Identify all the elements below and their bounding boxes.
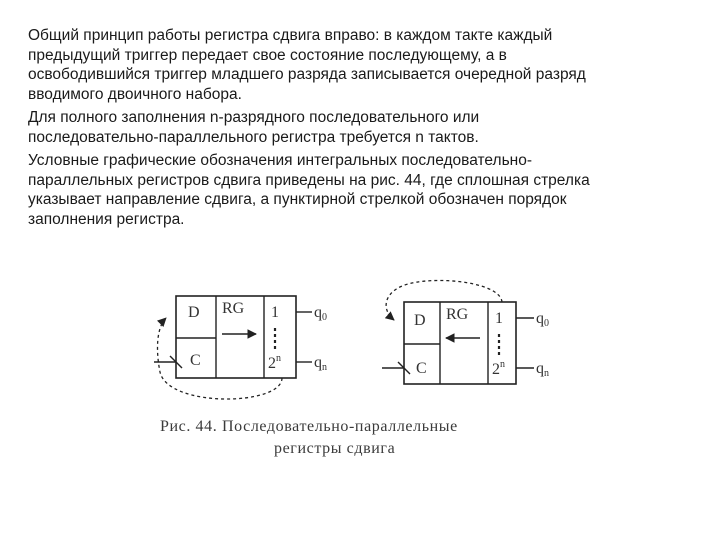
figure-caption	[160, 416, 580, 460]
text-line: параллельных регистров сдвига приведены на рис. 44, где сплошная стрелка	[28, 171, 590, 189]
left-register	[154, 296, 327, 399]
body-text	[28, 26, 688, 233]
text-line: Для полного заполнения n-разрядного последовательного или	[28, 109, 480, 126]
paragraph-3	[28, 151, 688, 229]
text-line: заполнения регистра.	[28, 210, 185, 228]
input-c-label: C	[190, 352, 201, 369]
caption-line-2: регистры сдвига	[274, 440, 396, 457]
text-line: освободившийся триггер младшего разряда записывается очередной разряд	[28, 66, 586, 83]
register-diagram	[140, 276, 580, 426]
output-last-label: 2$^n$	[492, 359, 505, 378]
output-first-label: 1	[271, 304, 279, 321]
register-type-label: RG	[222, 300, 245, 317]
q-first-label: q0	[314, 304, 327, 323]
input-c-label: C	[416, 360, 427, 377]
text-line: вводимого двоичного набора.	[28, 85, 242, 103]
text-line: предыдущий триггер передает свое состояние последующему, а в	[28, 46, 507, 64]
input-d-label: D	[414, 312, 426, 329]
text-line: указывает направление сдвига, а пунктирной стрелкой обозначен порядок	[28, 191, 567, 208]
paragraph-2	[28, 108, 688, 147]
text-line: Общий принцип работы регистра сдвига вправо: в каждом такте каждый	[28, 27, 553, 44]
paragraph-1	[28, 26, 688, 104]
caption-line-1: Рис. 44. Последовательно-параллельные	[160, 418, 458, 435]
text-line: Условные графические обозначения интегральных последовательно-	[28, 152, 532, 169]
q-last-label: qn	[314, 354, 327, 373]
q-first-label: q0	[536, 310, 549, 329]
output-last-label: 2$^n$	[268, 353, 281, 372]
register-type-label: RG	[446, 306, 469, 323]
q-last-label: qn	[536, 360, 549, 379]
input-d-label: D	[188, 304, 200, 321]
text-line: последовательно-параллельного регистра требуется n тактов.	[28, 128, 479, 146]
right-register	[382, 280, 549, 384]
output-first-label: 1	[495, 310, 503, 327]
